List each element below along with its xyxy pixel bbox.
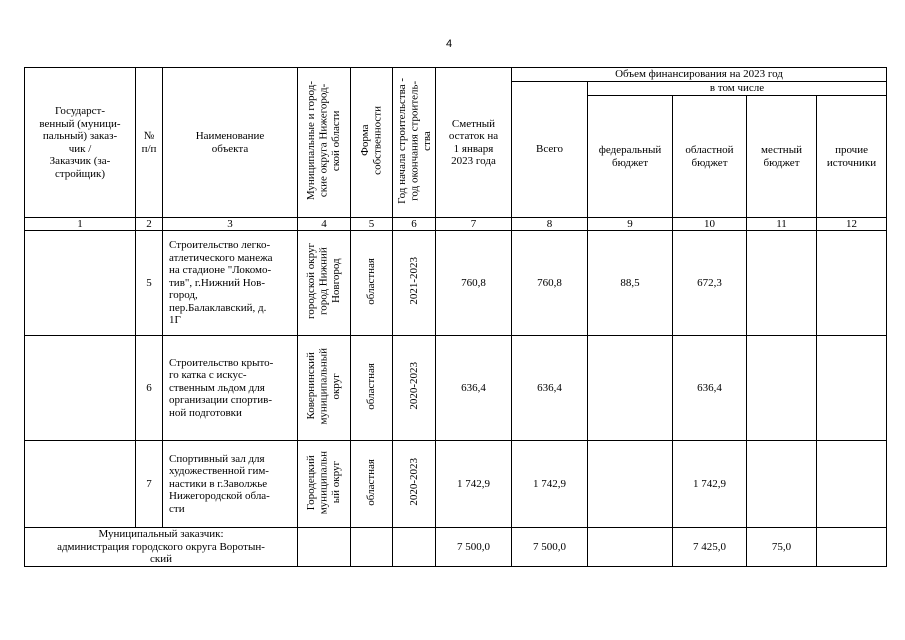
row-customer bbox=[25, 441, 136, 528]
row-regional: 636,4 bbox=[673, 336, 747, 441]
col-number: 4 bbox=[298, 218, 351, 231]
row-district: Ковернинский муниципальный округ bbox=[305, 347, 343, 425]
row-local bbox=[747, 336, 817, 441]
total-row bbox=[25, 528, 887, 567]
row-other bbox=[817, 231, 887, 336]
row-district-cell bbox=[298, 231, 351, 336]
row-ownership: областная bbox=[365, 257, 378, 305]
header-total: Всего bbox=[512, 82, 588, 218]
row-ownership-cell bbox=[351, 336, 393, 441]
header-district-cell bbox=[298, 68, 351, 218]
header-years-cell bbox=[393, 68, 436, 218]
row-object-name: Строительство легко- атлетического манежа на стадионе "Локомо- тив", г.Нижний Нов- город, пер.Балаклавский, д. 1Г bbox=[163, 231, 298, 336]
row-regional: 672,3 bbox=[673, 231, 747, 336]
col-number: 2 bbox=[136, 218, 163, 231]
row-district-cell bbox=[298, 441, 351, 528]
financing-table bbox=[24, 67, 887, 567]
table-row bbox=[25, 336, 887, 441]
row-years-cell bbox=[393, 231, 436, 336]
row-other bbox=[817, 336, 887, 441]
col-number: 10 bbox=[673, 218, 747, 231]
page-number: 4 bbox=[446, 38, 453, 50]
row-ownership: областная bbox=[365, 458, 378, 506]
row-ownership-cell bbox=[351, 441, 393, 528]
total-label: Муниципальный заказчик: администрация городского округа Воротын- ский bbox=[25, 528, 298, 567]
header-federal: федеральный бюджет bbox=[588, 96, 673, 218]
table-row bbox=[25, 231, 887, 336]
header-regional: областной бюджет bbox=[673, 96, 747, 218]
row-federal bbox=[588, 336, 673, 441]
row-number: 7 bbox=[136, 441, 163, 528]
row-district: Городецкий муниципальн ый округ bbox=[305, 450, 343, 514]
header-years: Год начала строительства - год окончания строитель- ства bbox=[396, 77, 433, 204]
col-number: 9 bbox=[588, 218, 673, 231]
header-object-name: Наименование объекта bbox=[163, 68, 298, 218]
row-local bbox=[747, 231, 817, 336]
total-balance: 7 500,0 bbox=[436, 528, 512, 567]
col-number: 1 bbox=[25, 218, 136, 231]
total-total: 7 500,0 bbox=[512, 528, 588, 567]
row-balance: 1 742,9 bbox=[436, 441, 512, 528]
total-empty bbox=[393, 528, 436, 567]
row-other bbox=[817, 441, 887, 528]
row-local bbox=[747, 441, 817, 528]
total-federal bbox=[588, 528, 673, 567]
row-district: городской округ город Нижний Новгород bbox=[305, 243, 343, 320]
header-customer: Государст- венный (муници- пальный) заказ- чик / Заказчик (за- стройщик) bbox=[25, 68, 136, 218]
header-financing-group: Объем финансирования на 2023 год bbox=[512, 68, 887, 82]
row-ownership-cell bbox=[351, 231, 393, 336]
row-customer bbox=[25, 231, 136, 336]
row-number: 6 bbox=[136, 336, 163, 441]
header-including: в том числе bbox=[588, 82, 887, 96]
row-federal bbox=[588, 441, 673, 528]
header-number: № п/п bbox=[136, 68, 163, 218]
row-customer bbox=[25, 336, 136, 441]
row-federal: 88,5 bbox=[588, 231, 673, 336]
header-district: Муниципальные и город- ские округа Нижегород- ской области bbox=[305, 81, 343, 201]
total-other bbox=[817, 528, 887, 567]
row-balance: 636,4 bbox=[436, 336, 512, 441]
row-total: 636,4 bbox=[512, 336, 588, 441]
row-total: 1 742,9 bbox=[512, 441, 588, 528]
header-ownership: Форма собственности bbox=[359, 106, 384, 176]
header-ownership-cell bbox=[351, 68, 393, 218]
row-years-cell bbox=[393, 441, 436, 528]
row-years-cell bbox=[393, 336, 436, 441]
row-years: 2021-2023 bbox=[407, 257, 420, 306]
row-years: 2020-2023 bbox=[407, 362, 420, 411]
col-number: 7 bbox=[436, 218, 512, 231]
header-other: прочие источники bbox=[817, 96, 887, 218]
row-object-name: Спортивный зал для художественной гим- настики в г.Заволжье Нижегородской обла- сти bbox=[163, 441, 298, 528]
total-regional: 7 425,0 bbox=[673, 528, 747, 567]
total-empty bbox=[298, 528, 351, 567]
row-regional: 1 742,9 bbox=[673, 441, 747, 528]
col-number: 12 bbox=[817, 218, 887, 231]
row-years: 2020-2023 bbox=[407, 458, 420, 507]
row-district-cell bbox=[298, 336, 351, 441]
row-total: 760,8 bbox=[512, 231, 588, 336]
row-ownership: областная bbox=[365, 362, 378, 410]
header-balance: Сметный остаток на 1 января 2023 года bbox=[436, 68, 512, 218]
table-row bbox=[25, 441, 887, 528]
col-number: 11 bbox=[747, 218, 817, 231]
row-balance: 760,8 bbox=[436, 231, 512, 336]
header-local: местный бюджет bbox=[747, 96, 817, 218]
col-number: 6 bbox=[393, 218, 436, 231]
col-number: 3 bbox=[163, 218, 298, 231]
row-object-name: Строительство крыто- го катка с искус- ственным льдом для организации спортив- ной подготовки bbox=[163, 336, 298, 441]
total-local: 75,0 bbox=[747, 528, 817, 567]
col-number: 5 bbox=[351, 218, 393, 231]
row-number: 5 bbox=[136, 231, 163, 336]
col-number: 8 bbox=[512, 218, 588, 231]
total-empty bbox=[351, 528, 393, 567]
